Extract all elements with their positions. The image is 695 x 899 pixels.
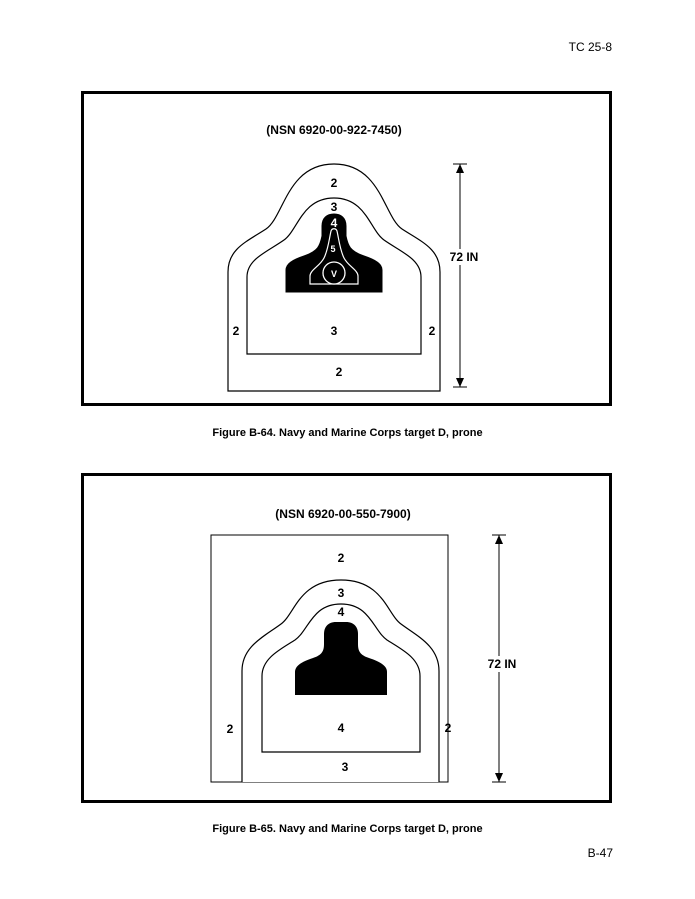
target-diagram-b64	[84, 94, 609, 403]
zone-label: 2	[444, 721, 452, 735]
zone-label: 2	[335, 365, 343, 379]
zone-label: 3	[330, 200, 338, 214]
zone-label: 4	[330, 216, 338, 230]
zone-label: 2	[337, 551, 345, 565]
zone-label: 2	[330, 176, 338, 190]
figure-caption: Figure B-64. Navy and Marine Corps target D, prone	[212, 427, 483, 439]
arrowhead-bottom	[495, 773, 503, 782]
figure-caption: Figure B-65. Navy and Marine Corps target D, prone	[212, 823, 483, 835]
zone-label: 2	[232, 324, 240, 338]
zone-label: 3	[337, 586, 345, 600]
target-diagram-b65	[84, 476, 609, 800]
nsn-label: (NSN 6920-00-550-7900)	[275, 507, 411, 521]
figure-b65-frame	[81, 473, 612, 803]
zone-label: 5	[330, 244, 336, 254]
zone-label: 4	[337, 605, 345, 619]
zone-label: 3	[330, 324, 338, 338]
height-label: 72 IN	[487, 657, 517, 671]
zone-label: 2	[428, 324, 436, 338]
document-id: TC 25-8	[568, 40, 612, 54]
zone-label: 4	[337, 721, 345, 735]
arrowhead-top	[495, 535, 503, 544]
zone-label: 3	[341, 760, 349, 774]
height-label: 72 IN	[449, 250, 479, 264]
zone-label: 2	[226, 722, 234, 736]
zone-label: V	[330, 269, 338, 279]
page-number: B-47	[587, 846, 613, 860]
arrowhead-top	[456, 164, 464, 173]
nsn-label: (NSN 6920-00-922-7450)	[266, 123, 402, 137]
arrowhead-bottom	[456, 378, 464, 387]
figure-b64-frame	[81, 91, 612, 406]
